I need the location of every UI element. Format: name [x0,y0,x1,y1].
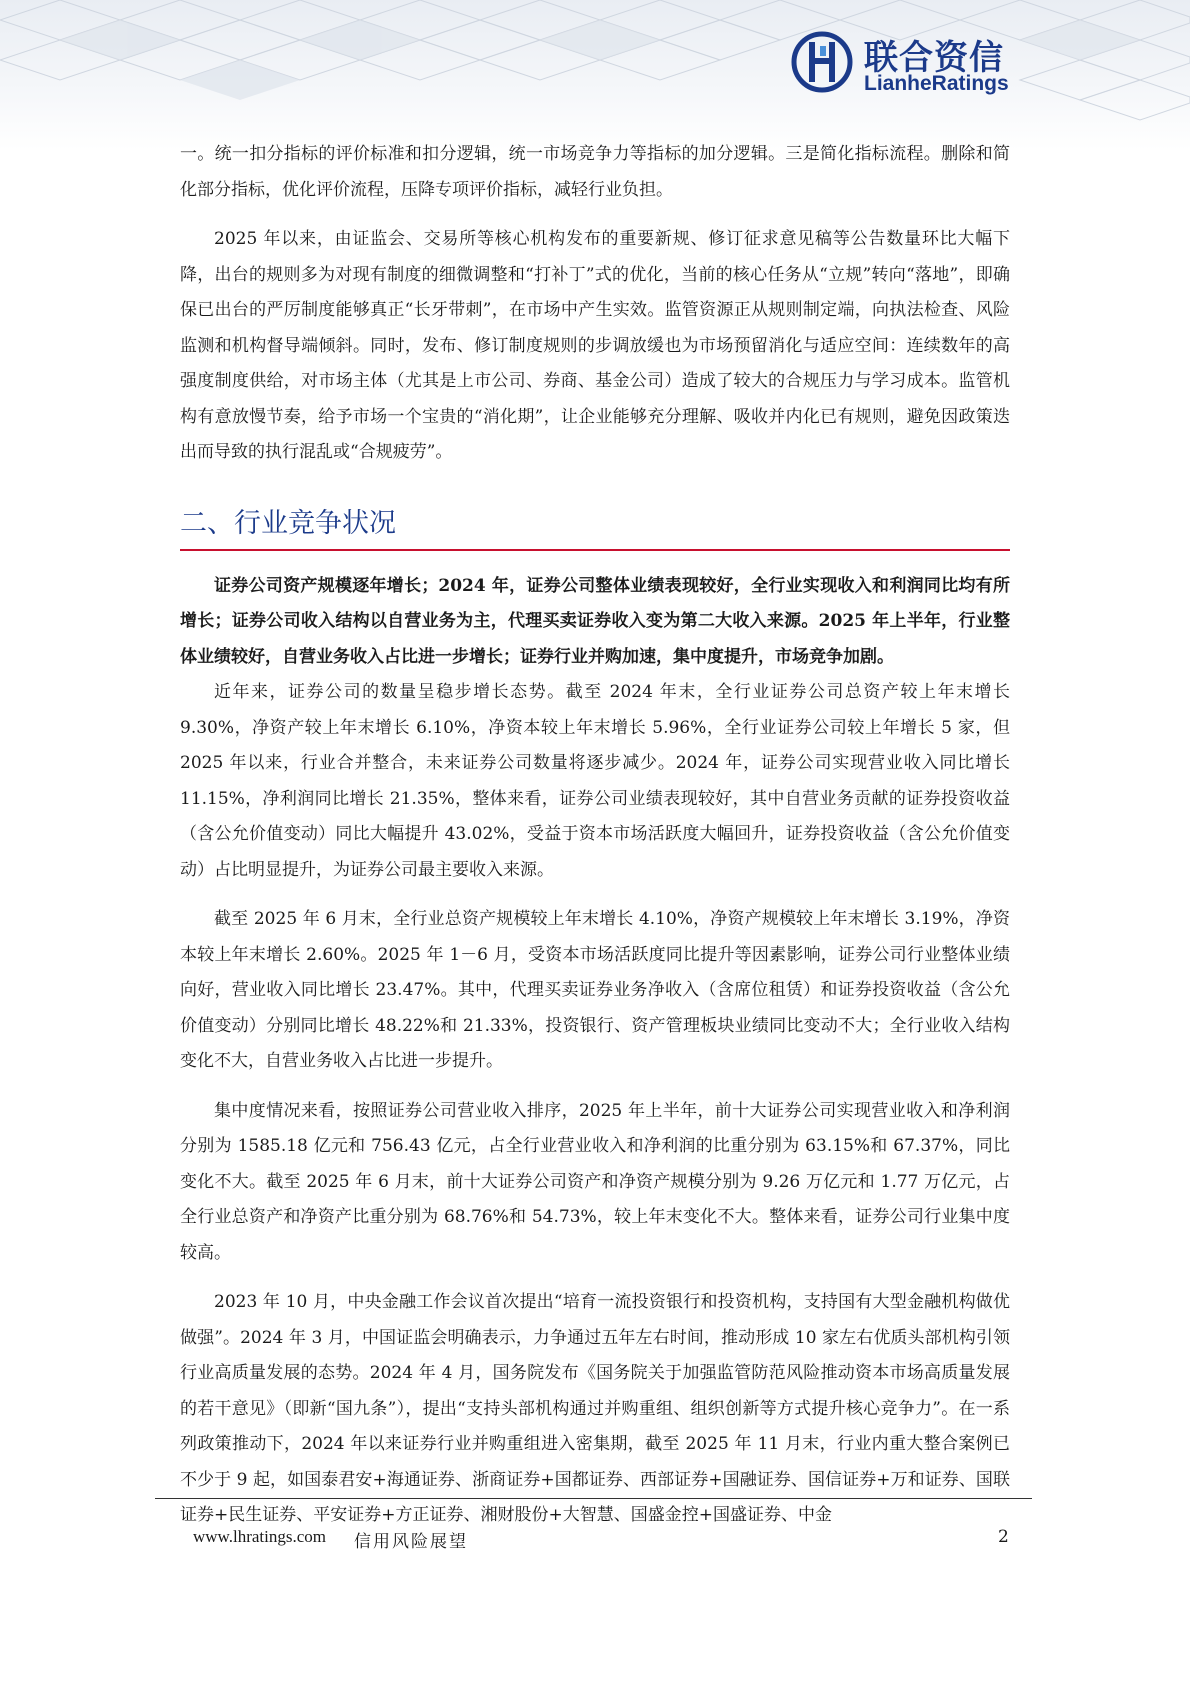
section-summary: 证券公司资产规模逐年增长；2024 年，证券公司整体业绩表现较好，全行业实现收入和利润同比均有所增长；证券公司收入结构以自营业务为主，代理买卖证券收入变为第二大收入来源。2025 年上半年，行业整体业绩较好，自营业务收入占比进一步增长；证券行业并购加速，集中度提升，市场竞争加剧。 [180,575,1010,667]
paragraph: 一。统一扣分指标的评价标准和扣分逻辑，统一市场竞争力等指标的加分逻辑。三是简化指标流程。删除和简化部分指标，优化评价流程，压降专项评价指标，减轻行业负担。 [180,144,1010,200]
section-heading-text: 二、行业竞争状况 [180,507,396,539]
paragraph: 集中度情况来看，按照证券公司营业收入排序，2025 年上半年，前十大证券公司实现营业收入和净利润分别为 1585.18 亿元和 756.43 亿元，占全行业营业收入和净利润的比重分别为 63.15%和 67.37%，同比变化不大。截至 2025 年 6 月末，前十大证券公司资产和净资产规模分别为 9.26 万亿元和 1.77 万亿元，占全行业总资产和净资产比重分别为 68.76%和 54.73%，较上年末变化不大。整体来看，证券公司行业集中度较高。 [180,1100,1010,1263]
header-background [0,0,1190,150]
footer-website-link[interactable]: www.lhratings.com [193,1527,326,1546]
section-heading [180,501,1010,551]
logo-english-name: LianheRatings [864,72,1009,95]
section-heading-rule [180,549,1010,551]
paragraph: 近年来，证券公司的数量呈稳步增长态势。截至 2024 年末，全行业证券公司总资产较上年末增长 9.30%，净资产较上年末增长 6.10%，净资本较上年末增长 5.96%，全行业证券公司较上年增长 5 家，但 2025 年以来，行业合并整合，未来证券公司数量将逐步减少。2024 年，证券公司实现营业收入同比增长 11.15%，净利润同比增长 21.35%，整体来看，证券公司业绩表现较好，其中自营业务贡献的证券投资收益（含公允价值变动）同比大幅提升 43.02%，受益于资本市场活跃度大幅回升，证券投资收益（含公允价值变动）占比明显提升，为证券公司最主要收入来源。 [180,682,1010,880]
page-number: 2 [998,1527,1009,1547]
footer-tagline: 信用风险展望 [354,1532,468,1552]
paragraph: 2025 年以来，由证监会、交易所等核心机构发布的重要新规、修订征求意见稿等公告数量环比大幅下降，出台的规则多为对现有制度的细微调整和“打补丁”式的优化，当前的核心任务从“立规”转向“落地”，即确保已出台的严厉制度能够真正“长牙带刺”，在市场中产生实效。监管资源正从规则制定端，向执法检查、风险监测和机构督导端倾斜。同时，发布、修订制度规则的步调放缓也为市场预留消化与适应空间：连续数年的高强度制度供给，对市场主体（尤其是上市公司、券商、基金公司）造成了较大的合规压力与学习成本。监管机构有意放慢节奏，给予市场一个宝贵的“消化期”，让企业能够充分理解、吸收并内化已有规则，避免因政策迭出而导致的执行混乱或“合规疲劳”。 [180,229,1010,462]
footer-divider [155,1498,1032,1499]
paragraph: 截至 2025 年 6 月末，全行业总资产规模较上年末增长 4.10%，净资产规模较上年末增长 3.19%，净资本较上年末增长 2.60%。2025 年 1－6 月，受资本市场活跃度同比提升等因素影响，证券公司行业整体业绩向好，营业收入同比增长 23.47%。其中，代理买卖证券业务净收入（含席位租赁）和证券投资收益（含公允价值变动）分别同比增长 48.22%和 21.33%，投资银行、资产管理板块业绩同比变动不大；全行业收入结构变化不大，自营业务收入占比进一步提升。 [180,909,1010,1071]
paragraph: 2023 年 10 月，中央金融工作会议首次提出“培育一流投资银行和投资机构，支持国有大型金融机构做优做强”。2024 年 3 月，中国证监会明确表示，力争通过五年左右时间，推动形成 10 家左右优质头部机构引领行业高质量发展的态势。2024 年 4 月，国务院发布《国务院关于加强监管防范风险推动资本市场高质量发展的若干意见》（即新“国九条”），提出“支持头部机构通过并购重组、组织创新等方式提升核心竞争力”。在一系列政策推动下，2024 年以来证券行业并购重组进入密集期，截至 2025 年 11 月末，行业内重大整合案例已不少于 9 起，如国泰君安+海通证券、浙商证券+国都证券、西部证券+国融证券、国信证券+万和证券、国联证券+民生证券、平安证券+方正证券、湘财股份+大智慧、国盛金控+国盛证券、中金 [180,1292,1010,1525]
logo-chinese-name: 联合资信 [864,38,1004,78]
lianhe-logo-mark-icon [790,30,854,94]
document-body [180,137,1010,1548]
lianhe-logo [790,28,1020,100]
